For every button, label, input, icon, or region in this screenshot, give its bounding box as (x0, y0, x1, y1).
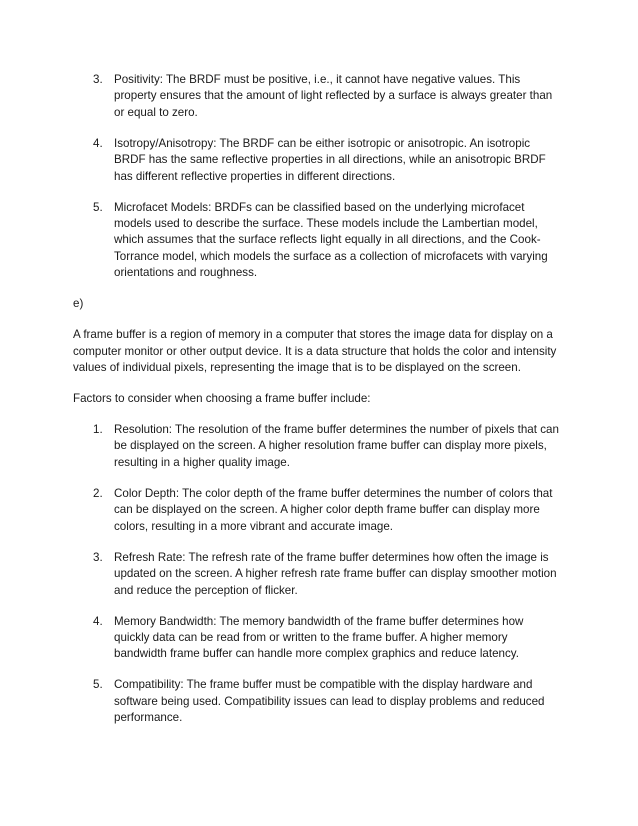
list-item-text: Memory Bandwidth: The memory bandwidth of the frame buffer determines how quickly data can be read from or written to the frame buffer. A higher memory bandwidth frame buffer can handle more complex graphics and reduce latency. (114, 614, 524, 661)
list-item-text: Resolution: The resolution of the frame buffer determines the number of pixels that can be displayed on the screen. A higher resolution frame buffer can display more pixels, resulting in a higher quality image. (114, 423, 559, 469)
list-item (74, 422, 562, 471)
list-item-number: 3. (93, 550, 103, 564)
list-item (74, 677, 562, 726)
list-item-number: 2. (93, 486, 103, 500)
list-item-text: Positivity: The BRDF must be positive, i.e., it cannot have negative values. This property ensures that the amount of light reflected by a surface is always greater than or equal to zero. (114, 73, 553, 119)
section-label: e) (73, 297, 84, 311)
list-item (74, 200, 562, 282)
list-item-text: Isotropy/Anisotropy: The BRDF can be either isotropic or anisotropic. An isotropic BRDF has the same reflective properties in all directions, while an anisotropic BRDF has different reflective properties in different directions. (114, 136, 546, 183)
list-item-text: Microfacet Models: BRDFs can be classified based on the underlying microfacet models used to describe the surface. These models include the Lambertian model, which assumes that the surface reflects light equally in all directions, and the Cook-Torrance model, which models the surface as a collection of microfacets with varying orientations and roughness. (114, 200, 548, 280)
list-item (74, 486, 562, 535)
frame-buffer-definition-paragraph: A frame buffer is a region of memory in a computer that stores the image data for display on a computer monitor or other output device. It is a data structure that holds the color and intensity values of individual pixels, representing the image that is to be displayed on the screen. (73, 328, 557, 375)
list-item-number: 4. (93, 136, 103, 150)
list-item-text: Compatibility: The frame buffer must be compatible with the display hardware and software being used. Compatibility issues can lead to display problems and reduced performance. (114, 678, 545, 725)
list-item-text: Refresh Rate: The refresh rate of the frame buffer determines how often the image is updated on the screen. A higher refresh rate frame buffer can display smoother motion and reduce the perception of flicker. (114, 550, 557, 597)
frame-buffer-factors-list (74, 422, 562, 726)
list-item-number: 1. (93, 423, 103, 437)
list-item (74, 136, 562, 185)
brdf-properties-list (74, 72, 562, 282)
list-item (74, 550, 562, 599)
list-item-number: 3. (93, 73, 103, 86)
factors-intro-paragraph: Factors to consider when choosing a frame buffer include: (73, 392, 371, 406)
list-item-number: 5. (93, 200, 103, 214)
list-item (74, 72, 562, 121)
list-item (74, 614, 562, 663)
list-item-text: Color Depth: The color depth of the frame buffer determines the number of colors that can be displayed on the screen. A higher color depth frame buffer can display more colors, resulting in a more vibrant and accurate image. (114, 486, 553, 533)
list-item-number: 5. (93, 678, 103, 692)
list-item-number: 4. (93, 614, 103, 628)
